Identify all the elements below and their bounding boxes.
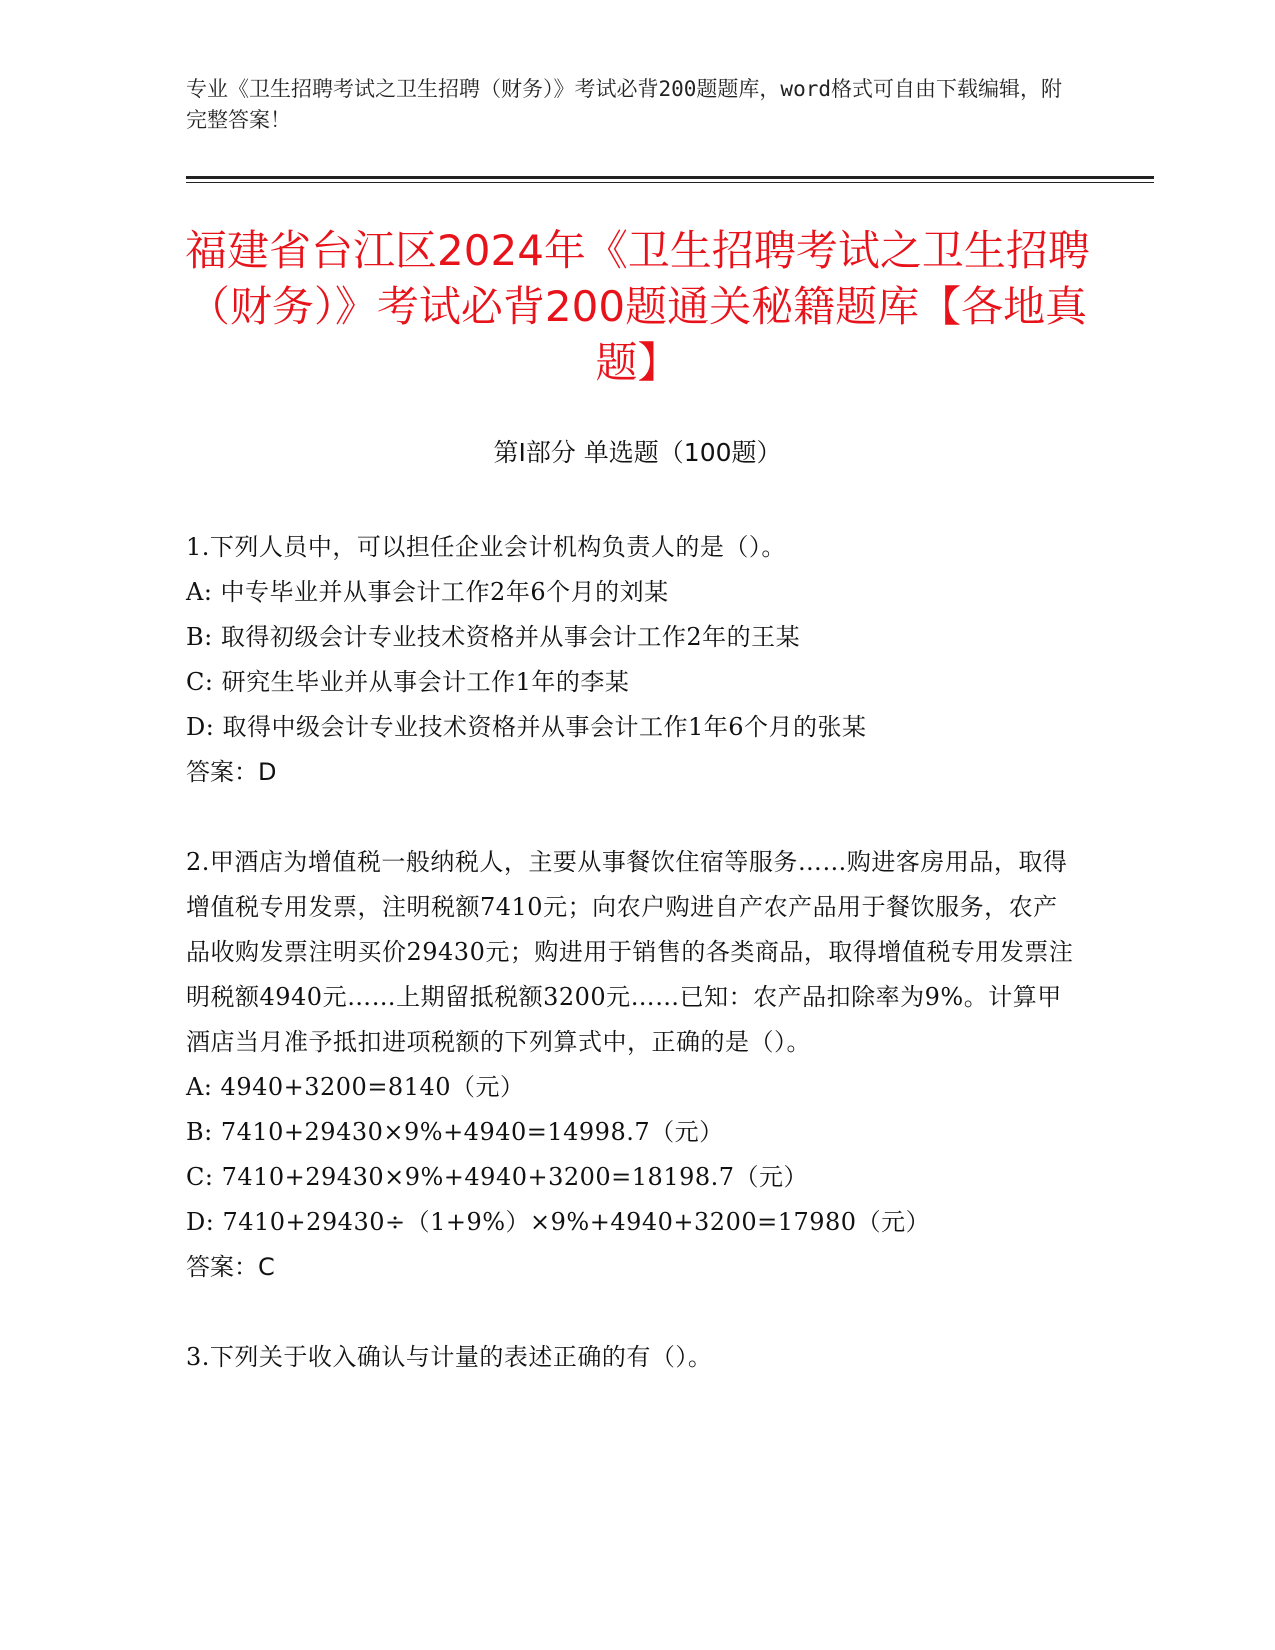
answer: 答案：D [186,758,277,786]
option-a: A: 中专毕业并从事会计工作2年6个月的刘某 [186,578,669,606]
header-note: 专业《卫生招聘考试之卫生招聘（财务）》考试必背200题题库，word格式可自由下载编辑，附完整答案！ [186,77,1062,132]
question-2 [186,840,1076,1290]
header-rule-thick [186,176,1154,179]
answer: 答案：C [186,1253,275,1281]
section-heading: 第Ⅰ部分 单选题（100题） [493,438,782,467]
option-b: B: 7410+29430×9%+4940=14998.7（元） [186,1118,724,1146]
question-list [186,525,1076,1425]
question-stem: 3.下列关于收入确认与计量的表述正确的有（）。 [186,1343,713,1371]
question-stem: 2.甲酒店为增值税一般纳税人，主要从事餐饮住宿等服务……购进客房用品，取得增值税专用发票，注明税额7410元；向农户购进自产农产品用于餐饮服务，农产品收购发票注明买价29430元；购进用于销售的各类商品，取得增值税专用发票注明税额4940元……上期留抵税额3200元……已知：农产品扣除率为9%。计算甲酒店当月准予抵扣进项税额的下列算式中，正确的是（）。 [186,848,1074,1056]
option-c: C: 研究生毕业并从事会计工作1年的李某 [186,668,630,696]
option-d: D: 7410+29430÷（1+9%）×9%+4940+3200=17980（元） [186,1208,931,1236]
question-1 [186,525,1076,795]
option-b: B: 取得初级会计专业技术资格并从事会计工作2年的王某 [186,623,801,651]
question-stem: 1.下列人员中，可以担任企业会计机构负责人的是（）。 [186,533,786,561]
option-a: A: 4940+3200=8140（元） [186,1073,525,1101]
question-3 [186,1335,1076,1380]
document-title: 福建省台江区2024年《卫生招聘考试之卫生招聘（财务）》考试必背200题通关秘籍题库【各地真题】 [185,226,1090,387]
option-d: D: 取得中级会计专业技术资格并从事会计工作1年6个月的张某 [186,713,867,741]
option-c: C: 7410+29430×9%+4940+3200=18198.7（元） [186,1163,809,1191]
header-rule-thin [186,182,1154,183]
